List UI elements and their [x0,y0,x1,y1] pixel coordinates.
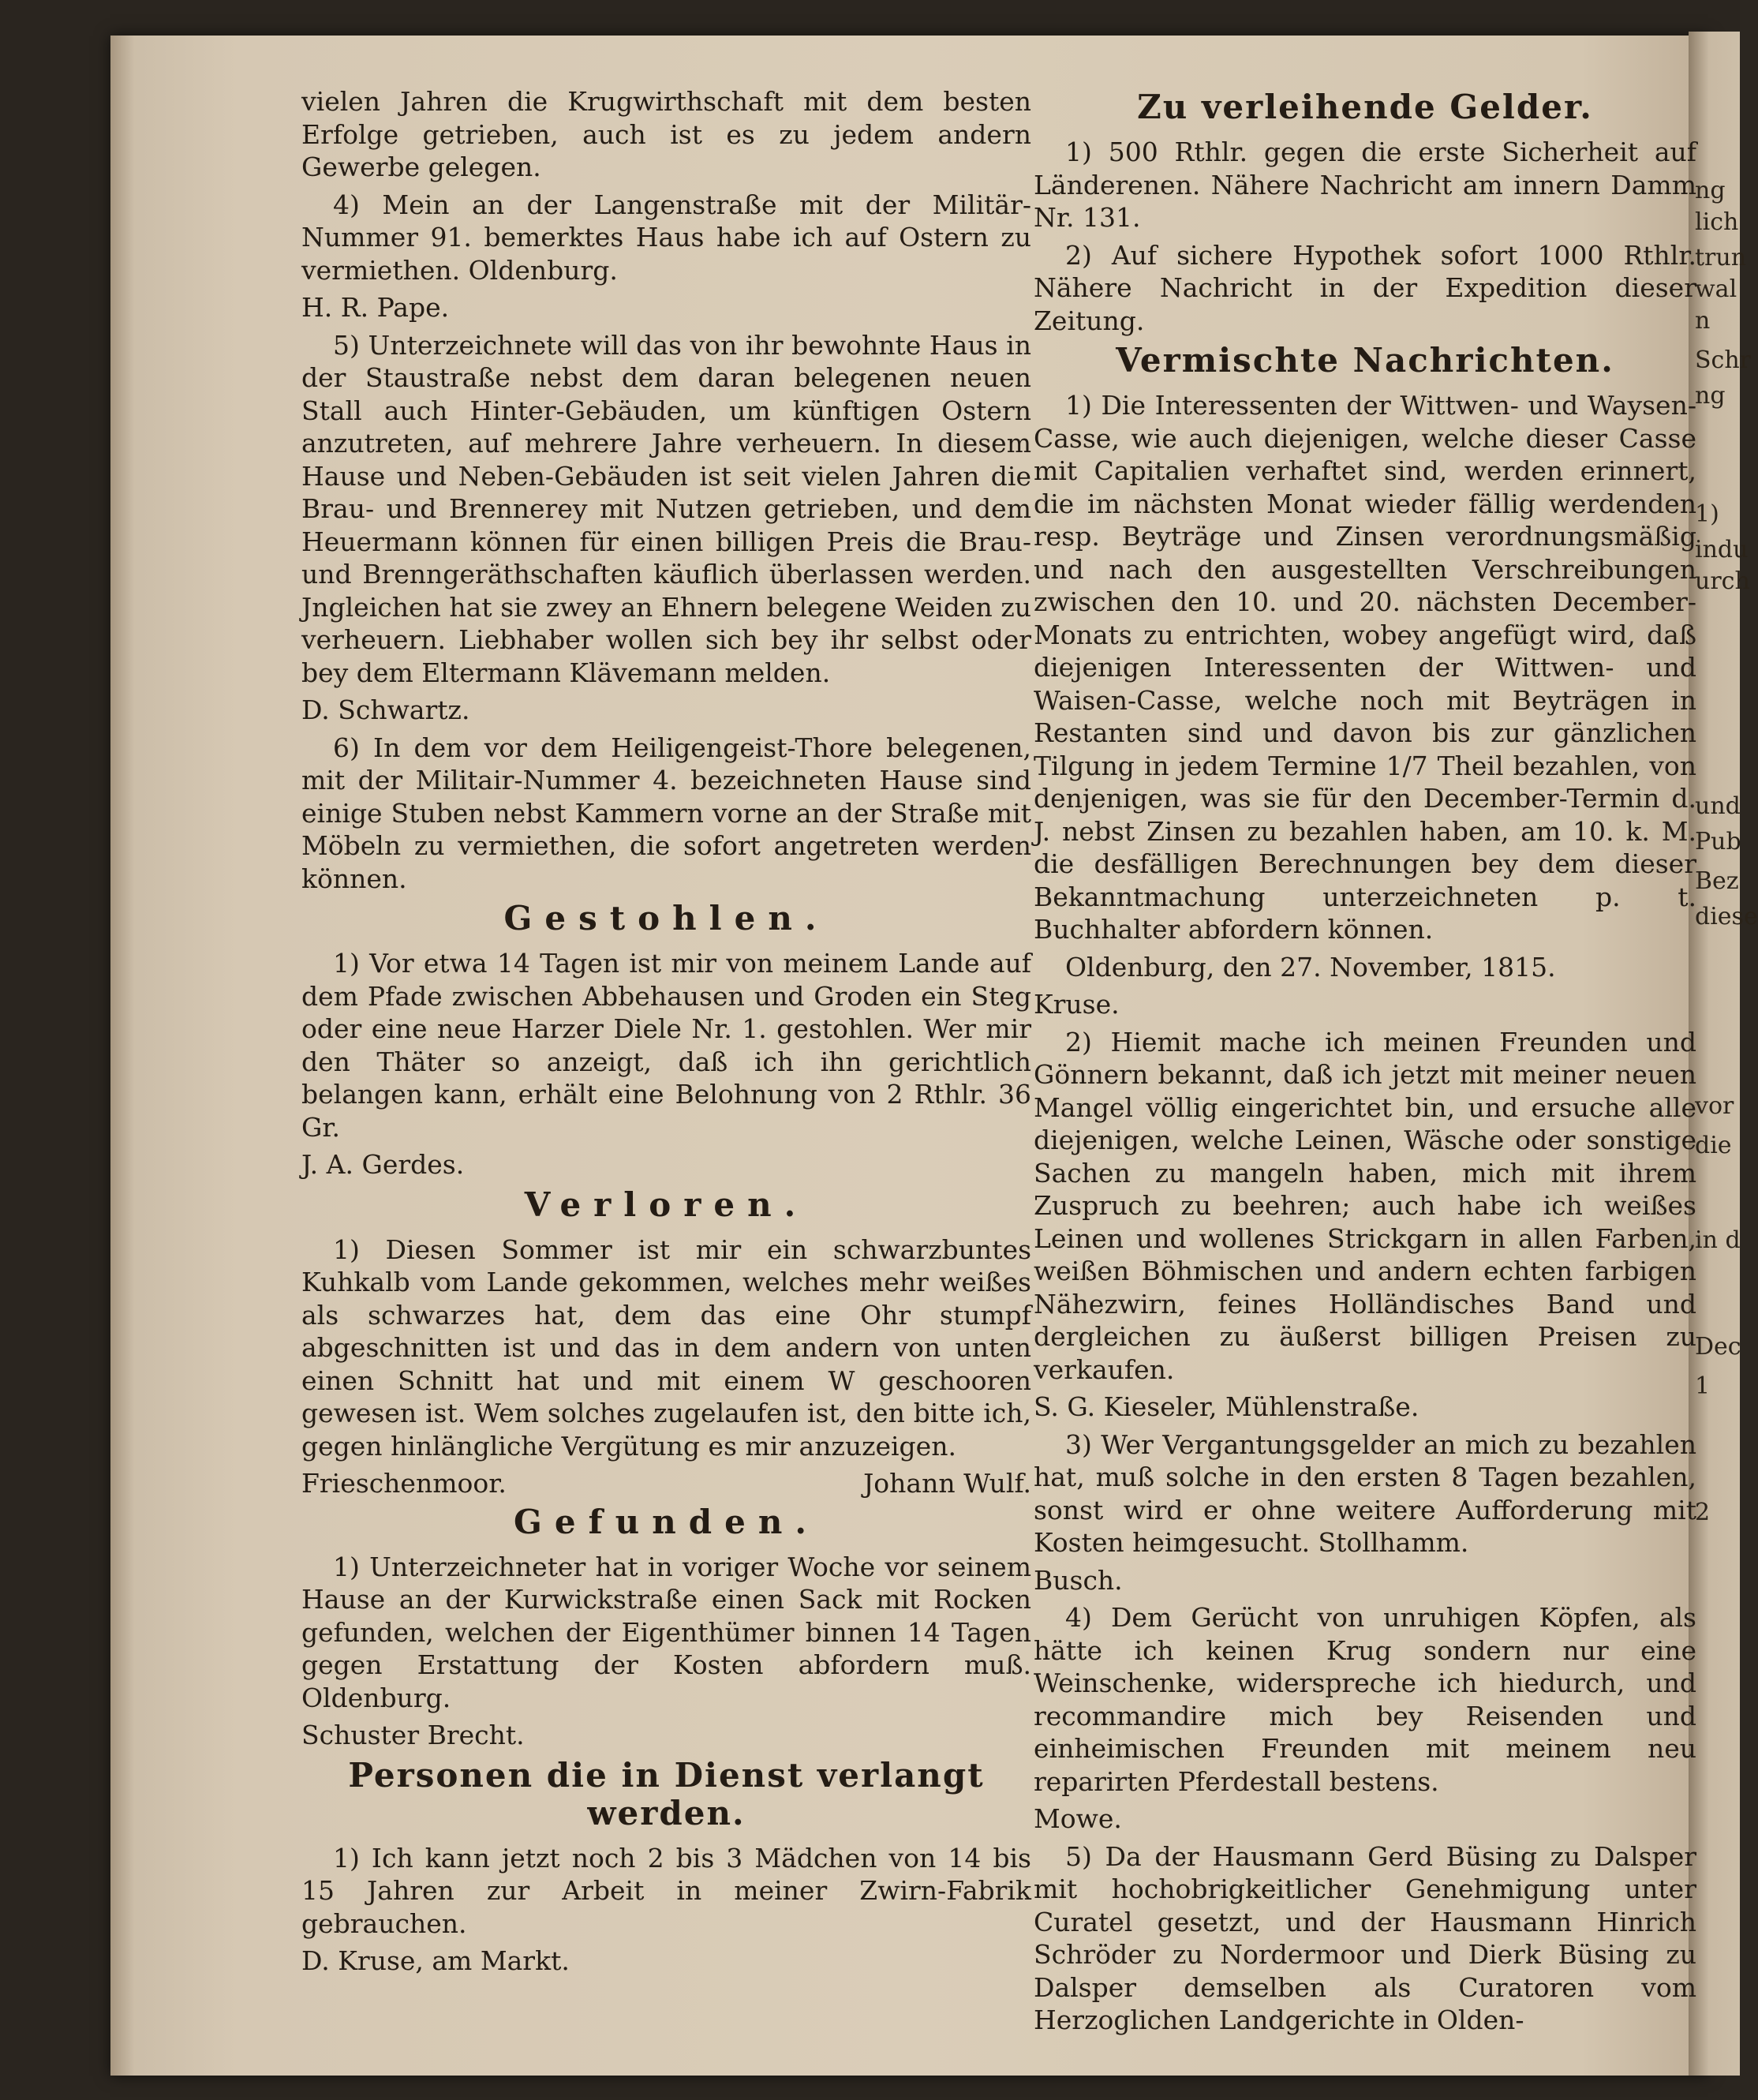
ad-signature: J. A. Gerdes. [301,1149,465,1180]
next-page-text: vor [1695,1092,1734,1120]
next-page-text: indu [1695,536,1749,563]
ad-paragraph: 5) Unterzeichnete will das von ihr bewohnte Haus in der Staustraße nebst dem daran belegenen neuen Stall auch Hinter-Gebäuden, um künftigen Ostern anzutreten, auf mehrere Jahre verheuern. In diesem Hause und Neben-Gebäuden ist seit vielen Jahren die Brau- und Brennerey mit Nutzen getrieben, und dem Heuermann können für einen billigen Preis die Brau- und Brenngeräthschaften käuflich überlassen werden. Jngleichen hat sie zwey an Ehnern belegene Weiden zu verheuern. Liebhaber wollen sich bey ihr selbst oder bey dem Eltermann Klävemann melden. [301,329,1031,688]
page-gutter-shadow [110,36,134,2076]
ad-paragraph: 1) Unterzeichneter hat in voriger Woche vor seinem Hause an der Kurwickstraße einen Sack mit Rocken gefunden, welchen der Eigenthümer binnen 14 Tagen gegen Erstattung der Kosten abfordern muß. Oldenburg. [301,1551,1031,1713]
ad-signature: Mowe. [1034,1803,1122,1834]
next-page-text: Pub [1695,828,1741,855]
ad-paragraph: vielen Jahren die Krugwirthschaft mit dem besten Erfolge getrieben, auch ist es zu jedem andern Gewerbe gelegen. [301,86,1031,182]
ad-paragraph: 1) Ich kann jetzt noch 2 bis 3 Mädchen von 14 bis 15 Jahren zur Arbeit in meiner Zwirn-Fabrik gebrauchen. [301,1842,1031,1939]
ad-place: Frieschenmoor. [301,1468,507,1499]
section-heading-gefunden: Gefunden. [514,1502,819,1541]
ad-paragraph: 1) Diesen Sommer ist mir ein schwarzbuntes Kuhkalb vom Lande gekommen, welches mehr weißes als schwarzes hat, dem das eine Ohr stumpf abgeschnitten ist und das in dem andern von unten einen Schnitt hat und mit einem W geschooren gewesen ist. Wem solches zugelaufen ist, den bitte ich, gegen hinlängliche Vergütung es mir anzuzeigen. [301,1233,1031,1462]
ad-signature: S. G. Kieseler, Mühlenstraße. [1034,1391,1419,1422]
next-page-text: die [1695,1132,1732,1159]
next-page-text: diese [1695,903,1758,930]
ad-paragraph: 1) Die Interessenten der Wittwen- und Waysen-Casse, wie auch diejenigen, welche dieser Casse mit Capitalien verhaftet sind, werden erinnert, die im nächsten Monat wieder fällig werdenden resp. Beyträge und Zinsen verordnungsmäßig und nach den ausgestellten Verschreibungen zwischen den 10. und 20. nächsten December-Monats zu entrichten, wobey angefügt wird, daß diejenigen Interessenten der Wittwen- und Waisen-Casse, welche noch mit Beyträgen in Restanten sind und davon bis zur gänzlichen Tilgung in jedem Termine 1/7 Theil bezahlen, von denjenigen, was sie für den December-Termin d. J. nebst Zinsen zu bezahlen haben, am 10. k. M. die desfälligen Berechnungen bey dem dieser Bekanntmachung unterzeichneten p. t. Buchhalter abfordern können. [1034,390,1696,945]
ad-paragraph: 6) In dem vor dem Heiligengeist-Thore belegenen, mit der Militair-Nummer 4. bezeichneten Hause sind einige Stuben nebst Kammern vorne an der Straße mit Möbeln zu vermiethen, die sofort angetreten werden können. [301,732,1031,894]
next-page-text: wal [1695,275,1737,303]
ad-paragraph: 1) Vor etwa 14 Tagen ist mir von meinem Lande auf dem Pfade zwischen Abbehausen und Groden ein Steg oder eine neue Harzer Diele Nr. 1. gestohlen. Wer mir den Thäter so anzeigt, daß ich ihn gerichtlich belangen kann, erhält eine Belohnung von 2 Rthlr. 36 Gr. [301,948,1031,1143]
ad-signature: Schuster Brecht. [301,1720,525,1750]
ad-paragraph: 2) Auf sichere Hypothek sofort 1000 Rthlr. Nähere Nachricht in der Expedition dieser Zeitung. [1034,239,1696,336]
next-page-text: lich [1695,208,1739,236]
ad-signature: D. Kruse, am Markt. [301,1945,570,1976]
section-heading-dienst: Personen die in Dienst verlangt werden. [348,1755,985,1832]
next-page-text: ng [1695,382,1726,410]
section-heading-verloren: Verloren. [524,1185,809,1224]
next-page-text: Bez [1695,867,1739,895]
next-page-text: 2 [1695,1499,1711,1526]
section-heading-gestohlen: Gestohlen. [503,899,829,938]
ad-signature: Kruse. [1034,989,1120,1020]
ad-paragraph: 4) Mein an der Langenstraße mit der Militär-Nummer 91. bemerktes Haus habe ich auf Ostern zu vermiethen. Oldenburg. [301,189,1031,286]
next-page-text: 1 [1695,1372,1711,1400]
ad-paragraph: 3) Wer Vergantungsgelder an mich zu bezahlen hat, muß solche in den ersten 8 Tagen bezahlen, sonst wird er ohne weitere Aufforderung mit Kosten heimgesucht. Stollhamm. [1034,1428,1696,1558]
section-heading-vermischte: Vermischte Nachrichten. [1116,341,1614,380]
right-column [1034,85,1696,2042]
left-column [301,85,1031,1982]
next-page-text: trun [1695,244,1747,271]
ad-signature: Busch. [1034,1564,1123,1596]
ad-signature: D. Schwartz. [301,694,470,725]
ad-paragraph: 1) 500 Rthlr. gegen die erste Sicherheit auf Länderenen. Nähere Nachricht am innern Damm Nr. 131. [1034,137,1696,233]
next-page-text: in d [1695,1226,1741,1254]
ad-signature: Johann Wulf. [863,1468,1031,1499]
next-page-text: Schr [1695,346,1752,374]
next-page-text: urch [1695,567,1750,595]
next-page-text: ng [1695,177,1726,204]
ad-paragraph: 4) Dem Gerücht von unruhigen Köpfen, als hätte ich keinen Krug sondern nur eine Weinschenke, widerspreche ich hiedurch, und recommandire mich bey Reisenden und einheimischen Freunden mit meinem neu reparirten Pferdestall bestens. [1034,1602,1696,1797]
ad-paragraph: 2) Hiemit mache ich meinen Freunden und Gönnern bekannt, daß ich jetzt mit meiner neuen Mangel völlig eingerichtet bin, und ersuche alle diejenigen, welche Leinen, Wäsche oder sonstige Sachen zu mangeln haben, mich mit ihrem Zuspruch zu beehren; auch habe ich weißes Leinen und wollenes Strickgarn in allen Farben, weißen Böhmischen und andern echten farbigen Nähezwirn, feines Holländisches Band und dergleichen zu äußerst billigen Preisen zu verkaufen. [1034,1026,1696,1385]
next-page-text: und [1695,792,1741,820]
ad-signature: H. R. Pape. [301,292,450,323]
ad-date: Oldenburg, den 27. November, 1815. [1065,951,1556,983]
next-page-text: n [1695,307,1711,335]
ad-paragraph: 5) Da der Hausmann Gerd Büsing zu Dalsper mit hochobrigkeitlicher Genehmigung unter Curatel gesetzt, und der Hausmann Hinrich Schröder zu Nordermoor und Dierk Büsing zu Dalsper demselben als Curatoren vom Herzoglichen Landgerichte in Olden- [1034,1840,1696,2035]
next-page-text: 1) [1695,500,1719,528]
next-page-text: Dec [1695,1333,1741,1361]
section-heading-gelder: Zu verleihende Gelder. [1137,88,1593,126]
ad-signature-line [301,1467,1031,1500]
